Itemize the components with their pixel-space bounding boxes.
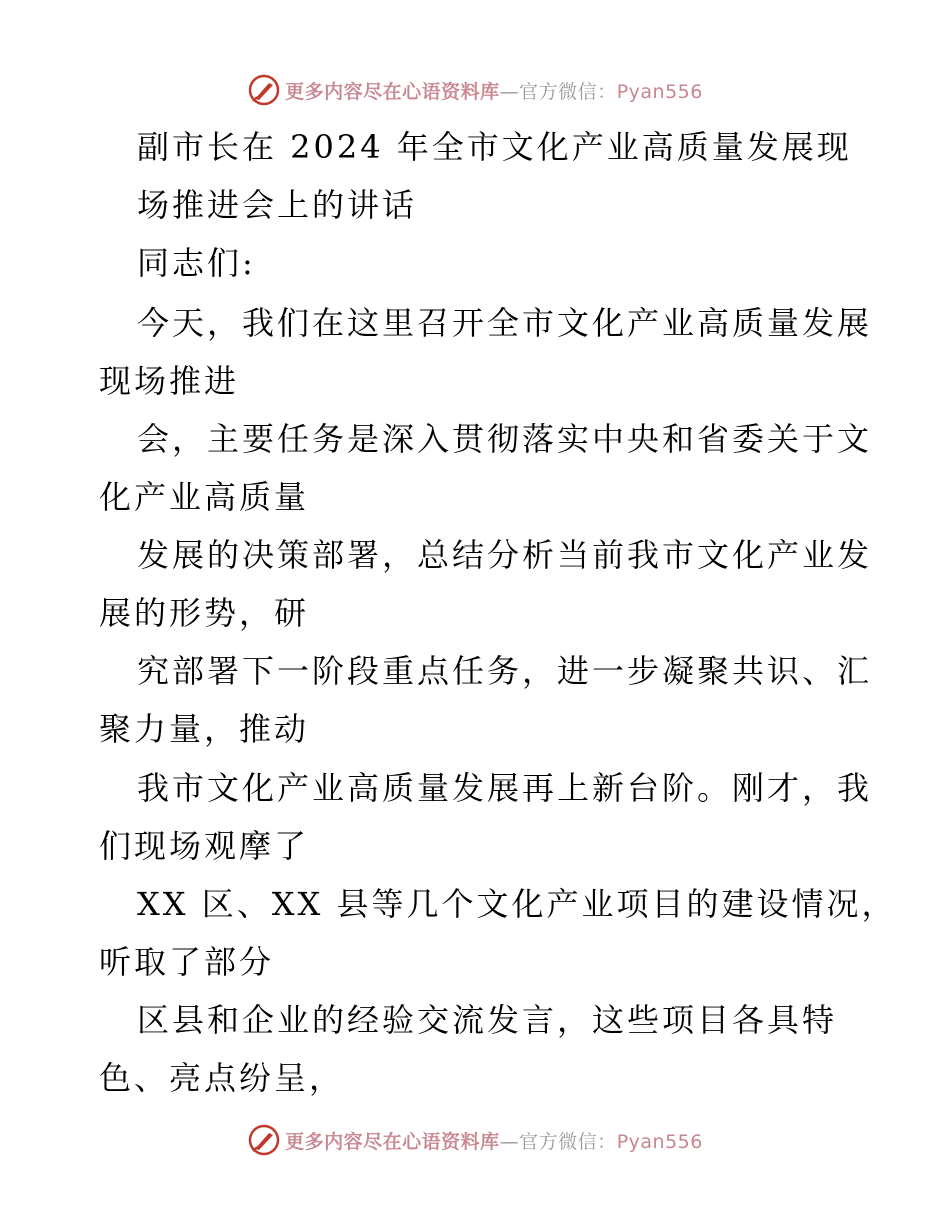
banner-wechat-label: —官方微信： bbox=[499, 1130, 617, 1153]
body-line: 听取了部分 bbox=[99, 943, 275, 981]
quill-pen-icon bbox=[247, 73, 281, 107]
body-line: 会，主要任务是深入贯彻落实中央和省委关于文 bbox=[137, 420, 873, 458]
document-title-line-1: 副市长在 2024 年全市文化产业高质量发展现 bbox=[137, 128, 852, 166]
body-line: 聚力量，推动 bbox=[99, 710, 310, 748]
body-line: 化产业高质量 bbox=[99, 478, 310, 516]
quill-pen-icon bbox=[247, 1123, 281, 1157]
banner-main-text: 更多内容尽在心语资料库 bbox=[285, 80, 500, 103]
body-line: 色、亮点纷呈， bbox=[99, 1059, 345, 1097]
salutation: 同志们: bbox=[137, 244, 256, 282]
footer-banner bbox=[0, 1120, 950, 1160]
banner-wechat-id: Pyan556 bbox=[616, 80, 703, 103]
banner-wechat-label: —官方微信： bbox=[499, 80, 617, 103]
banner-wechat-id: Pyan556 bbox=[616, 1130, 703, 1153]
document-title-line-2: 场推进会上的讲话 bbox=[137, 186, 418, 224]
body-line: 现场推进 bbox=[99, 362, 240, 400]
banner-main-text: 更多内容尽在心语资料库 bbox=[285, 1130, 500, 1153]
body-line: 今天，我们在这里召开全市文化产业高质量发展 bbox=[137, 304, 873, 342]
header-banner bbox=[0, 70, 950, 110]
body-line: XX 区、XX 县等几个文化产业项目的建设情况， bbox=[137, 885, 897, 923]
body-line: 发展的决策部署，总结分析当前我市文化产业发 bbox=[137, 536, 873, 574]
body-line: 们现场观摩了 bbox=[99, 827, 310, 865]
body-line: 究部署下一阶段重点任务，进一步凝聚共识、汇 bbox=[137, 652, 873, 690]
body-line: 区县和企业的经验交流发言，这些项目各具特 bbox=[137, 1001, 838, 1039]
body-line: 我市文化产业高质量发展再上新台阶。刚才，我 bbox=[137, 769, 873, 807]
body-line: 展的形势，研 bbox=[99, 594, 310, 632]
